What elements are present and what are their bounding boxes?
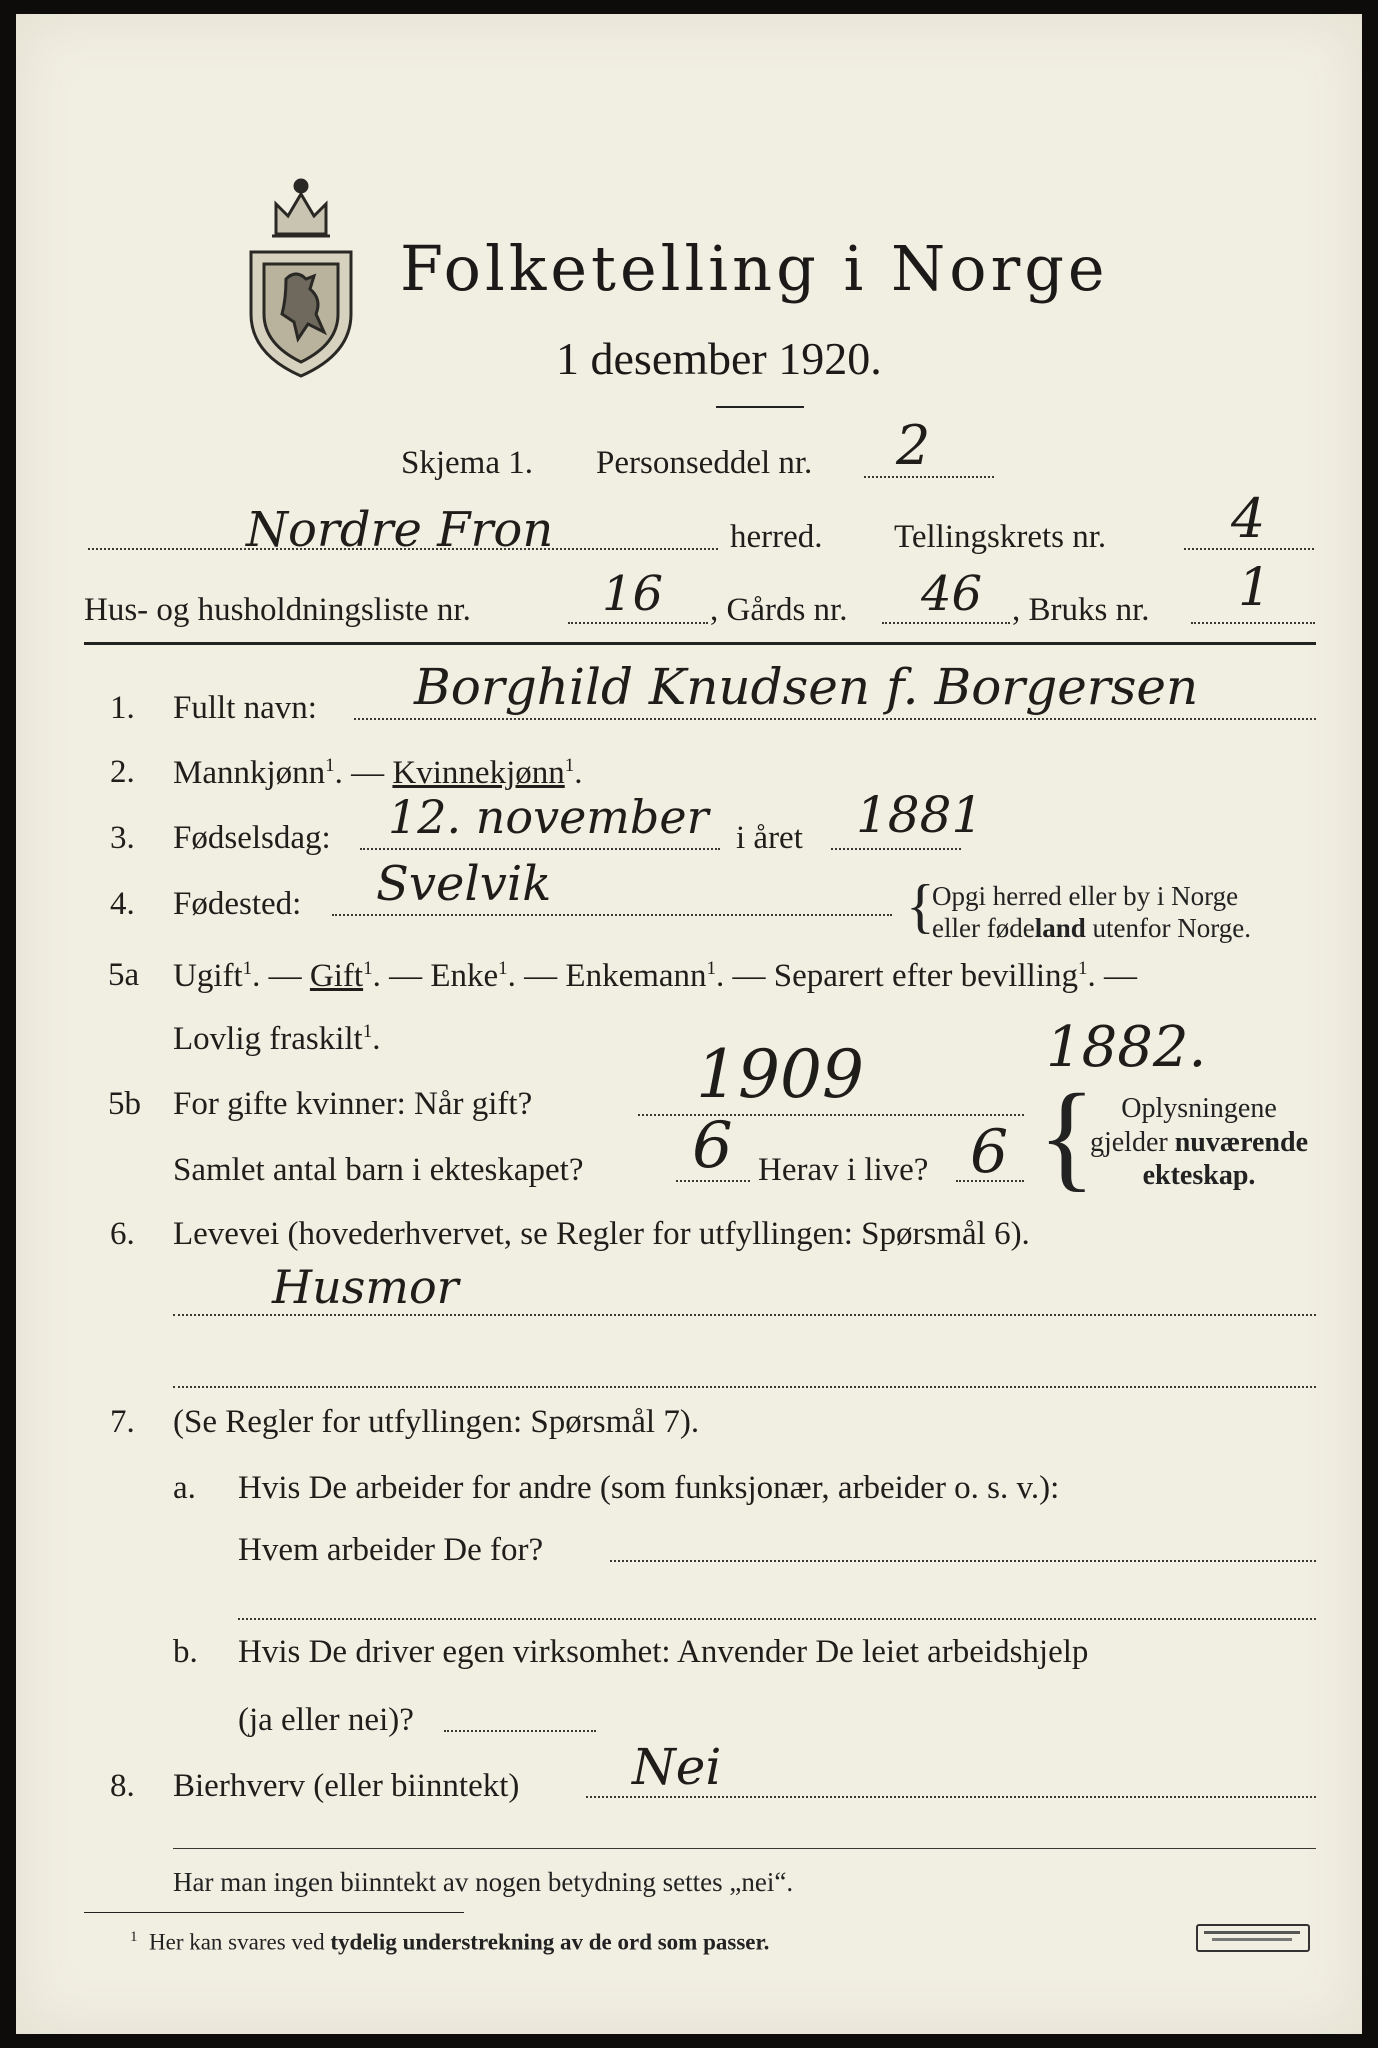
liste-label: Hus- og husholdningsliste nr. [84, 592, 471, 628]
footnote-divider [84, 1912, 464, 1913]
q2-options: Mannkjønn$^1$. — Kvinnekjønn$^1$. [173, 755, 583, 791]
q7-number: 7. [110, 1404, 135, 1440]
q7b-line2: (ja eller nei)? [238, 1702, 414, 1738]
q2-male: Mannkjønn [173, 755, 326, 791]
q6-number: 6. [110, 1216, 135, 1252]
q5a-gift-selected: Gift [309, 958, 364, 994]
q7b-letter: b. [173, 1634, 198, 1670]
form-title: Folketelling i Norge [400, 232, 1109, 305]
personseddel-label: Personseddel nr. [596, 445, 813, 481]
form-date: 1 desember 1920. [556, 333, 882, 384]
q5b-brace: { [1038, 1069, 1096, 1202]
q5b-married-label: For gifte kvinner: Når gift? [173, 1086, 533, 1122]
q3-year-label: i året [736, 820, 803, 856]
bruks-value: 1 [1238, 558, 1272, 618]
q1-label: Fullt navn: [173, 690, 317, 726]
liste-value: 16 [602, 566, 664, 622]
q5a-annotation: 1882. [1046, 1015, 1207, 1080]
q5b-children-value: 6 [692, 1109, 733, 1183]
q5a-line2: Lovlig fraskilt$^1$. [173, 1021, 381, 1057]
personseddel-value: 2 [896, 414, 931, 477]
q3-label: Fødselsdag: [173, 820, 331, 856]
header-divider [84, 642, 1316, 645]
herred-value: Nordre Fron [246, 502, 554, 558]
q6-value: Husmor [272, 1260, 459, 1314]
q4-value: Svelvik [376, 856, 552, 912]
tellingskrets-value: 4 [1231, 487, 1266, 550]
q3-year-value: 1881 [856, 786, 984, 844]
q5a-number: 5a [108, 957, 140, 993]
tellingskrets-label: Tellingskrets nr. [894, 519, 1107, 555]
title-divider [716, 406, 804, 408]
q5b-note: Oplysningene gjelder nuværende ekteskap. [1089, 1093, 1309, 1192]
q7b-line1: Hvis De driver egen virksomhet: Anvender De leiet arbeidshjelp [238, 1634, 1089, 1670]
q3-number: 3. [110, 820, 135, 856]
q5b-children-label: Samlet antal barn i ekteskapet? [173, 1152, 584, 1188]
census-form-page [16, 14, 1362, 2034]
q7a-line2: Hvem arbeider De for? [238, 1532, 544, 1568]
q6-label: Levevei (hovederhvervet, se Regler for utfyllingen: Spørsmål 6). [173, 1216, 1030, 1252]
q8-label: Bierhverv (eller biinntekt) [173, 1768, 520, 1804]
q7a-line1: Hvis De arbeider for andre (som funksjonær, arbeider o. s. v.): [238, 1470, 1060, 1506]
q5b-alive-label: Herav i live? [758, 1152, 929, 1188]
q1-value: Borghild Knudsen f. Borgersen [414, 658, 1199, 716]
printer-stamp [1196, 1924, 1310, 1952]
income-note: Har man ingen biinntekt av nogen betydning settes „nei“. [173, 1867, 794, 1897]
q5a-options: Ugift$^1$. — Gift$^1$. — Enke$^1$. — Enkemann$^1$. — Separert efter bevilling$^1$. — [173, 958, 1137, 994]
q1-number: 1. [110, 690, 135, 726]
coat-of-arms-icon [236, 164, 366, 384]
q4-number: 4. [110, 886, 135, 922]
gards-label: , Gårds nr. [710, 592, 848, 628]
q7a-letter: a. [173, 1470, 196, 1506]
q5b-number: 5b [108, 1086, 141, 1122]
q7-label: (Se Regler for utfyllingen: Spørsmål 7). [173, 1404, 700, 1440]
gards-value: 46 [921, 566, 983, 622]
q8-value: Nei [632, 1738, 722, 1796]
q2-female: Kvinnekjønn [392, 755, 565, 791]
footnote: $^1$ Her kan svares ved tydelig understrekning av de ord som passer. [130, 1929, 770, 1955]
q3-value: 12. november [388, 790, 709, 844]
q4-brace: { [906, 873, 935, 939]
q4-note: Opgi herred eller by i Norge eller fødeland utenfor Norge. [932, 881, 1251, 944]
herred-label: herred. [730, 519, 823, 555]
q2-number: 2. [110, 754, 135, 790]
q4-label: Fødested: [173, 886, 302, 922]
schema-label: Skjema 1. [401, 445, 533, 481]
bruks-label: , Bruks nr. [1012, 592, 1150, 628]
q5b-alive-value: 6 [970, 1117, 1009, 1187]
q8-number: 8. [110, 1768, 135, 1804]
q5b-married-value: 1909 [696, 1036, 864, 1113]
